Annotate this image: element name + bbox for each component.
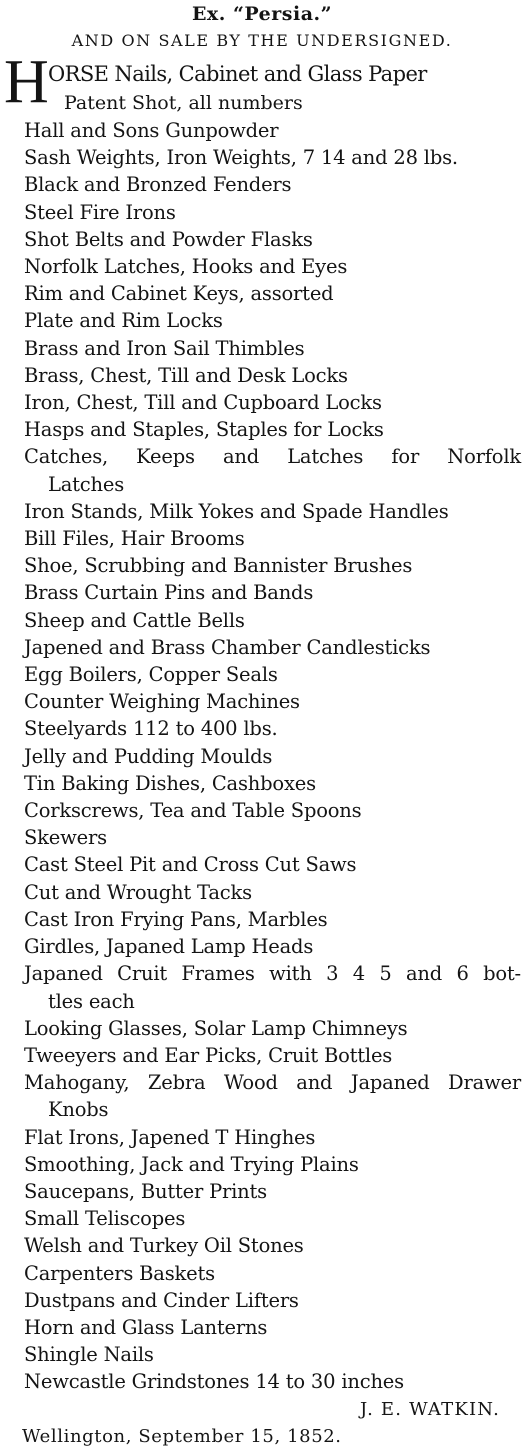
list-item <box>24 1287 524 1314</box>
word: Norfolk <box>447 445 521 469</box>
list-item-text: Saucepans, Butter Prints <box>24 1179 267 1203</box>
list-item-text: Cast Iron Frying Pans, Marbles <box>24 907 328 931</box>
list-item-text: Bill Files, Hair Brooms <box>24 527 245 551</box>
list-item-text: Cast Steel Pit and Cross Cut Saws <box>24 853 357 877</box>
dateline: Wellington, September 15, 1852. <box>22 1426 342 1447</box>
list-item <box>24 1314 524 1341</box>
advert-title: Ex. “Persia.” <box>191 3 333 25</box>
list-item <box>24 335 524 362</box>
list-item <box>24 1069 524 1123</box>
list-item <box>24 525 524 552</box>
list-item <box>24 933 524 960</box>
list-item <box>24 253 524 280</box>
list-item-text: Shoe, Scrubbing and Bannister Brushes <box>24 554 413 578</box>
list-item <box>24 443 524 497</box>
list-item-text: Hasps and Staples, Staples for Locks <box>24 418 384 442</box>
list-item-text: Newcastle Grindstones 14 to 30 inches <box>24 1370 404 1394</box>
list-item-text: Egg Boilers, Copper Seals <box>24 663 278 687</box>
list-item <box>24 607 524 634</box>
word: and <box>405 962 443 986</box>
list-item <box>24 1368 524 1395</box>
list-item <box>24 552 524 579</box>
list-item-text: Brass, Chest, Till and Desk Locks <box>24 363 348 387</box>
list-item-text: Steelyards 112 to 400 lbs. <box>24 717 278 741</box>
list-item-text: Norfolk Latches, Hooks and Eyes <box>24 255 348 279</box>
list-item-text: Smoothing, Jack and Trying Plains <box>24 1152 359 1176</box>
list-item-text: Black and Bronzed Fenders <box>24 173 292 197</box>
word: Keeps <box>136 445 195 469</box>
list-item <box>24 661 524 688</box>
list-item <box>24 688 524 715</box>
list-item-continuation: Knobs <box>48 1098 109 1122</box>
list-item <box>24 1232 524 1259</box>
word: 3 <box>326 962 339 986</box>
list-item <box>24 1151 524 1178</box>
list-item-text: Hall and Sons Gunpowder <box>24 119 279 142</box>
list-item <box>24 1042 524 1069</box>
list-item <box>24 1341 524 1368</box>
list-item-text: Horn and Glass Lanterns <box>24 1315 268 1339</box>
word: and <box>296 1071 333 1095</box>
intro-line-2: Patent Shot, all numbers <box>64 92 303 114</box>
list-item-text: Tin Baking Dishes, Cashboxes <box>24 771 316 795</box>
list-item <box>24 579 524 606</box>
list-item-text: Shingle Nails <box>24 1343 154 1367</box>
list-item-continuation: tles each <box>48 989 135 1013</box>
list-item-continuation: Latches <box>48 472 125 496</box>
word: Japaned <box>24 962 103 986</box>
list-item-text: Skewers <box>24 826 107 850</box>
advert-subtitle: AND ON SALE BY THE UNDERSIGNED. <box>71 31 453 50</box>
list-item-text: Dustpans and Cinder Lifters <box>24 1288 299 1312</box>
word: Cruit <box>117 962 168 986</box>
word: for <box>391 445 420 469</box>
list-item-text: Counter Weighing Machines <box>24 690 300 714</box>
list-item-text: Looking Glasses, Solar Lamp Chimneys <box>24 1016 408 1040</box>
list-item <box>24 715 524 742</box>
list-item-text: Rim and Cabinet Keys, assorted <box>24 282 334 306</box>
list-item-text: Girdles, Japaned Lamp Heads <box>24 935 314 959</box>
list-item <box>24 906 524 933</box>
list-item <box>24 1178 524 1205</box>
word: Frames <box>181 962 255 986</box>
list-item <box>24 498 524 525</box>
list-item <box>24 416 524 443</box>
word: Latches <box>287 445 364 469</box>
word: with <box>269 962 312 986</box>
list-item <box>24 770 524 797</box>
list-item <box>24 879 524 906</box>
list-item-text: Jelly and Pudding Moulds <box>24 744 273 768</box>
list-item-text: Sheep and Cattle Bells <box>24 608 245 632</box>
list-item-text: Tweeyers and Ear Picks, Cruit Bottles <box>24 1043 393 1067</box>
word: Drawer <box>448 1071 521 1095</box>
intro-line-1: ORSE Nails, Cabinet and Glass Paper <box>48 62 427 86</box>
list-item <box>24 144 524 171</box>
list-item <box>24 389 524 416</box>
list-item <box>24 1124 524 1151</box>
word: 5 <box>379 962 392 986</box>
list-item <box>24 743 524 770</box>
list-item <box>24 362 524 389</box>
list-item-text: Brass and Iron Sail Thimbles <box>24 336 305 360</box>
list-item-text: Plate and Rim Locks <box>24 309 223 333</box>
list-item-text: Shot Belts and Powder Flasks <box>24 227 313 251</box>
item-list <box>24 117 524 1396</box>
list-item-text: Brass Curtain Pins and Bands <box>24 581 314 605</box>
word: 4 <box>352 962 365 986</box>
list-item-text: Cut and Wrought Tacks <box>24 880 252 904</box>
word: Wood <box>223 1071 278 1095</box>
list-item <box>24 634 524 661</box>
list-item-text: Small Teliscopes <box>24 1207 186 1231</box>
list-item-text <box>24 443 521 470</box>
word: Japaned <box>350 1071 430 1095</box>
list-item <box>24 280 524 307</box>
list-item <box>24 960 524 1014</box>
list-item <box>24 307 524 334</box>
list-item-text: Japened and Brass Chamber Candlesticks <box>24 635 431 659</box>
list-item-text <box>24 960 521 987</box>
word: 6 <box>456 962 469 986</box>
list-item-text: Iron, Chest, Till and Cupboard Locks <box>24 391 382 415</box>
list-item <box>24 226 524 253</box>
list-item-text: Carpenters Baskets <box>24 1261 215 1285</box>
list-item <box>24 1260 524 1287</box>
list-item-text: Flat Irons, Japened T Hinghes <box>24 1125 316 1149</box>
word: and <box>222 445 260 469</box>
word: Catches, <box>24 445 109 469</box>
list-item <box>24 1015 524 1042</box>
list-item-text: Steel Fire Irons <box>24 200 176 224</box>
list-item-text: Welsh and Turkey Oil Stones <box>24 1234 304 1258</box>
list-item <box>24 117 524 144</box>
list-item <box>24 171 524 198</box>
word: Zebra <box>147 1071 206 1095</box>
list-item <box>24 1205 524 1232</box>
signature: J. E. WATKIN. <box>360 1399 500 1420</box>
list-item <box>24 797 524 824</box>
drop-cap: H <box>4 48 49 116</box>
word: bot- <box>483 962 521 986</box>
list-item-text <box>24 1069 521 1096</box>
list-item <box>24 199 524 226</box>
list-item <box>24 824 524 851</box>
list-item-text: Sash Weights, Iron Weights, 7 14 and 28 lbs. <box>24 146 458 170</box>
list-item <box>24 851 524 878</box>
list-item-text: Iron Stands, Milk Yokes and Spade Handles <box>24 499 449 523</box>
word: Mahogany, <box>24 1071 130 1095</box>
list-item-text: Corkscrews, Tea and Table Spoons <box>24 799 362 823</box>
